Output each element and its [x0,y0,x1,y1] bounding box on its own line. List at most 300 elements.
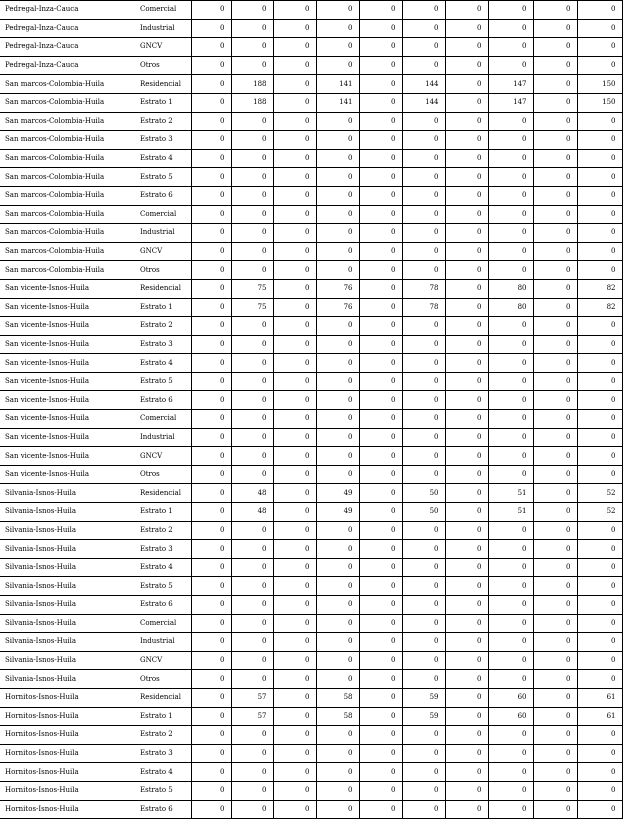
value-cell: 82 [577,298,622,317]
value-cell: 0 [359,447,402,466]
value-cell: 0 [488,186,533,205]
location-cell: Silvania-Isnos-Huila [0,651,138,670]
value-cell: 0 [402,800,445,819]
table-row [0,224,622,243]
table-row [0,651,622,670]
category-cell: Estrato 5 [138,168,191,187]
table-row [0,465,622,484]
value-cell: 0 [273,261,316,280]
category-cell: Otros [138,670,191,689]
value-cell: 0 [231,224,273,243]
value-cell: 0 [488,614,533,633]
location-cell: San vicente-Isnos-Huila [0,391,138,410]
value-cell: 0 [316,596,359,615]
category-cell: Estrato 3 [138,335,191,354]
value-cell: 0 [577,186,622,205]
value-cell: 0 [402,317,445,336]
value-cell: 0 [359,633,402,652]
category-cell: Estrato 3 [138,540,191,559]
value-cell: 0 [445,614,488,633]
value-cell: 60 [488,688,533,707]
value-cell: 0 [316,112,359,131]
value-cell: 0 [488,577,533,596]
value-cell: 0 [488,800,533,819]
table-body [0,1,622,819]
category-cell: Industrial [138,19,191,38]
value-cell: 0 [231,763,273,782]
location-cell: San vicente-Isnos-Huila [0,428,138,447]
value-cell: 0 [402,726,445,745]
value-cell: 0 [488,205,533,224]
value-cell: 80 [488,298,533,317]
table-row [0,298,622,317]
location-cell: San marcos-Colombia-Huila [0,205,138,224]
value-cell: 0 [577,317,622,336]
location-cell: San marcos-Colombia-Huila [0,149,138,168]
value-cell: 0 [191,149,231,168]
value-cell: 0 [191,354,231,373]
table-row [0,410,622,429]
value-cell: 0 [533,596,577,615]
value-cell: 0 [273,298,316,317]
table-row [0,428,622,447]
category-cell: Otros [138,465,191,484]
value-cell: 0 [359,410,402,429]
value-cell: 52 [577,503,622,522]
value-cell: 0 [533,279,577,298]
value-cell: 0 [402,354,445,373]
value-cell: 0 [273,317,316,336]
value-cell: 0 [533,670,577,689]
value-cell: 0 [316,540,359,559]
table-row [0,503,622,522]
value-cell: 0 [533,335,577,354]
value-cell: 0 [191,410,231,429]
table-row [0,540,622,559]
table-row [0,614,622,633]
value-cell: 0 [191,521,231,540]
value-cell: 0 [533,465,577,484]
value-cell: 0 [191,503,231,522]
value-cell: 0 [231,651,273,670]
value-cell: 0 [577,521,622,540]
value-cell: 57 [231,707,273,726]
location-cell: Silvania-Isnos-Huila [0,596,138,615]
value-cell: 0 [359,205,402,224]
value-cell: 0 [577,781,622,800]
value-cell: 0 [577,168,622,187]
value-cell: 0 [316,1,359,20]
location-cell: Hornitos-Isnos-Huila [0,707,138,726]
value-cell: 0 [577,465,622,484]
table-row [0,633,622,652]
value-cell: 0 [445,707,488,726]
category-cell: Industrial [138,633,191,652]
value-cell: 0 [191,391,231,410]
value-cell: 0 [488,391,533,410]
value-cell: 0 [359,242,402,261]
value-cell: 0 [191,38,231,57]
value-cell: 0 [359,428,402,447]
value-cell: 0 [577,651,622,670]
value-cell: 0 [445,670,488,689]
category-cell: Estrato 6 [138,800,191,819]
value-cell: 0 [445,391,488,410]
value-cell: 80 [488,279,533,298]
value-cell: 0 [231,317,273,336]
value-cell: 75 [231,279,273,298]
value-cell: 0 [273,372,316,391]
value-cell: 0 [191,484,231,503]
value-cell: 0 [231,38,273,57]
value-cell: 0 [445,261,488,280]
category-cell: Estrato 6 [138,596,191,615]
value-cell: 0 [445,781,488,800]
category-cell: Comercial [138,410,191,429]
value-cell: 0 [273,428,316,447]
value-cell: 0 [577,633,622,652]
category-cell: Estrato 1 [138,93,191,112]
value-cell: 0 [231,261,273,280]
value-cell: 60 [488,707,533,726]
table-row [0,354,622,373]
value-cell: 0 [359,391,402,410]
value-cell: 0 [191,688,231,707]
value-cell: 0 [359,484,402,503]
value-cell: 0 [191,651,231,670]
value-cell: 78 [402,279,445,298]
value-cell: 0 [273,670,316,689]
location-cell: San marcos-Colombia-Huila [0,261,138,280]
value-cell: 0 [402,131,445,150]
category-cell: Estrato 1 [138,298,191,317]
value-cell: 0 [191,447,231,466]
table-row [0,75,622,94]
location-cell: San marcos-Colombia-Huila [0,224,138,243]
location-cell: San marcos-Colombia-Huila [0,186,138,205]
location-cell: San marcos-Colombia-Huila [0,112,138,131]
value-cell: 0 [359,651,402,670]
value-cell: 0 [316,56,359,75]
value-cell: 0 [533,149,577,168]
value-cell: 0 [445,633,488,652]
value-cell: 0 [191,670,231,689]
value-cell: 0 [273,800,316,819]
value-cell: 0 [577,596,622,615]
value-cell: 0 [533,1,577,20]
value-cell: 59 [402,707,445,726]
value-cell: 0 [488,540,533,559]
value-cell: 0 [402,261,445,280]
value-cell: 0 [445,410,488,429]
value-cell: 0 [488,261,533,280]
value-cell: 48 [231,503,273,522]
value-cell: 0 [231,800,273,819]
value-cell: 0 [273,149,316,168]
value-cell: 0 [316,410,359,429]
value-cell: 0 [577,428,622,447]
value-cell: 0 [577,670,622,689]
value-cell: 0 [231,670,273,689]
value-cell: 0 [533,19,577,38]
value-cell: 75 [231,298,273,317]
value-cell: 0 [488,633,533,652]
value-cell: 0 [191,224,231,243]
value-cell: 0 [577,38,622,57]
value-cell: 0 [273,707,316,726]
category-cell: Comercial [138,614,191,633]
value-cell: 0 [316,372,359,391]
value-cell: 0 [359,56,402,75]
value-cell: 0 [445,465,488,484]
value-cell: 0 [533,56,577,75]
value-cell: 0 [488,521,533,540]
value-cell: 147 [488,75,533,94]
value-cell: 0 [533,577,577,596]
table-row [0,688,622,707]
value-cell: 0 [191,540,231,559]
category-cell: Estrato 4 [138,558,191,577]
value-cell: 0 [231,521,273,540]
value-cell: 48 [231,484,273,503]
location-cell: San vicente-Isnos-Huila [0,372,138,391]
value-cell: 0 [577,224,622,243]
value-cell: 0 [273,633,316,652]
value-cell: 0 [445,521,488,540]
value-cell: 0 [533,484,577,503]
value-cell: 0 [191,298,231,317]
value-cell: 0 [445,93,488,112]
category-cell: Residencial [138,75,191,94]
value-cell: 0 [191,131,231,150]
value-cell: 0 [488,781,533,800]
value-cell: 0 [273,521,316,540]
value-cell: 0 [445,558,488,577]
value-cell: 0 [402,112,445,131]
value-cell: 0 [402,19,445,38]
category-cell: Residencial [138,279,191,298]
value-cell: 58 [316,688,359,707]
value-cell: 0 [273,38,316,57]
location-cell: Silvania-Isnos-Huila [0,540,138,559]
value-cell: 0 [402,596,445,615]
value-cell: 0 [316,242,359,261]
value-cell: 0 [231,205,273,224]
value-cell: 0 [231,447,273,466]
value-cell: 0 [191,781,231,800]
value-cell: 147 [488,93,533,112]
value-cell: 51 [488,484,533,503]
value-cell: 0 [533,744,577,763]
value-cell: 0 [402,1,445,20]
value-cell: 150 [577,93,622,112]
location-cell: Pedregal-Inza-Cauca [0,38,138,57]
value-cell: 0 [445,372,488,391]
value-cell: 188 [231,93,273,112]
value-cell: 0 [488,19,533,38]
value-cell: 0 [402,465,445,484]
value-cell: 144 [402,93,445,112]
table-row [0,335,622,354]
value-cell: 0 [231,1,273,20]
category-cell: Comercial [138,1,191,20]
value-cell: 0 [273,688,316,707]
value-cell: 0 [445,56,488,75]
value-cell: 0 [359,186,402,205]
value-cell: 0 [273,763,316,782]
value-cell: 0 [445,447,488,466]
value-cell: 0 [231,744,273,763]
value-cell: 0 [273,596,316,615]
location-cell: Hornitos-Isnos-Huila [0,744,138,763]
value-cell: 0 [402,186,445,205]
category-cell: Estrato 6 [138,186,191,205]
value-cell: 0 [316,781,359,800]
category-cell: Estrato 5 [138,781,191,800]
value-cell: 0 [533,242,577,261]
value-cell: 0 [273,242,316,261]
value-cell: 0 [445,354,488,373]
value-cell: 0 [359,317,402,336]
value-cell: 0 [359,168,402,187]
value-cell: 0 [445,688,488,707]
table-row [0,707,622,726]
value-cell: 0 [445,726,488,745]
value-cell: 76 [316,298,359,317]
value-cell: 0 [402,242,445,261]
location-cell: San vicente-Isnos-Huila [0,354,138,373]
value-cell: 0 [359,279,402,298]
value-cell: 0 [316,577,359,596]
value-cell: 0 [191,112,231,131]
value-cell: 0 [533,800,577,819]
value-cell: 0 [533,688,577,707]
value-cell: 0 [488,112,533,131]
value-cell: 0 [316,168,359,187]
value-cell: 0 [402,56,445,75]
category-cell: Estrato 3 [138,744,191,763]
value-cell: 0 [577,614,622,633]
category-cell: Comercial [138,205,191,224]
category-cell: Residencial [138,484,191,503]
value-cell: 0 [402,614,445,633]
value-cell: 0 [533,633,577,652]
value-cell: 0 [577,19,622,38]
value-cell: 0 [359,614,402,633]
category-cell: Otros [138,56,191,75]
value-cell: 0 [316,726,359,745]
value-cell: 0 [191,558,231,577]
value-cell: 0 [191,633,231,652]
value-cell: 0 [316,38,359,57]
table-row [0,149,622,168]
value-cell: 0 [445,186,488,205]
value-cell: 0 [231,596,273,615]
value-cell: 0 [445,335,488,354]
table-row [0,186,622,205]
value-cell: 0 [533,168,577,187]
value-cell: 0 [273,75,316,94]
table-row [0,19,622,38]
value-cell: 76 [316,279,359,298]
value-cell: 0 [359,763,402,782]
value-cell: 0 [316,447,359,466]
value-cell: 144 [402,75,445,94]
value-cell: 0 [359,335,402,354]
category-cell: GNCV [138,447,191,466]
table-row [0,1,622,20]
location-cell: Silvania-Isnos-Huila [0,484,138,503]
value-cell: 0 [316,261,359,280]
value-cell: 0 [316,224,359,243]
value-cell: 0 [316,19,359,38]
value-cell: 0 [273,168,316,187]
value-cell: 0 [402,205,445,224]
value-cell: 0 [488,465,533,484]
category-cell: Estrato 6 [138,391,191,410]
value-cell: 0 [359,781,402,800]
value-cell: 0 [191,465,231,484]
value-cell: 0 [359,726,402,745]
value-cell: 57 [231,688,273,707]
value-cell: 0 [402,744,445,763]
value-cell: 52 [577,484,622,503]
value-cell: 0 [533,391,577,410]
value-cell: 0 [445,540,488,559]
value-cell: 0 [445,112,488,131]
value-cell: 0 [402,335,445,354]
value-cell: 0 [488,558,533,577]
category-cell: Estrato 5 [138,372,191,391]
value-cell: 0 [577,447,622,466]
value-cell: 0 [402,410,445,429]
value-cell: 0 [359,224,402,243]
location-cell: San vicente-Isnos-Huila [0,410,138,429]
value-cell: 0 [316,335,359,354]
value-cell: 0 [191,763,231,782]
value-cell: 0 [273,131,316,150]
value-cell: 0 [445,298,488,317]
value-cell: 0 [488,354,533,373]
value-cell: 0 [533,354,577,373]
value-cell: 0 [445,75,488,94]
value-cell: 0 [273,447,316,466]
value-cell: 0 [445,1,488,20]
value-cell: 0 [402,763,445,782]
value-cell: 0 [231,540,273,559]
value-cell: 0 [231,186,273,205]
value-cell: 0 [533,614,577,633]
value-cell: 0 [359,688,402,707]
value-cell: 0 [577,149,622,168]
value-cell: 0 [231,410,273,429]
value-cell: 0 [577,744,622,763]
value-cell: 0 [231,19,273,38]
value-cell: 0 [445,168,488,187]
category-cell: GNCV [138,651,191,670]
value-cell: 0 [273,484,316,503]
value-cell: 51 [488,503,533,522]
table-row [0,391,622,410]
value-cell: 0 [577,800,622,819]
value-cell: 0 [533,224,577,243]
table-row [0,800,622,819]
value-cell: 0 [402,540,445,559]
value-cell: 0 [359,465,402,484]
value-cell: 0 [191,726,231,745]
value-cell: 0 [191,261,231,280]
value-cell: 0 [273,19,316,38]
